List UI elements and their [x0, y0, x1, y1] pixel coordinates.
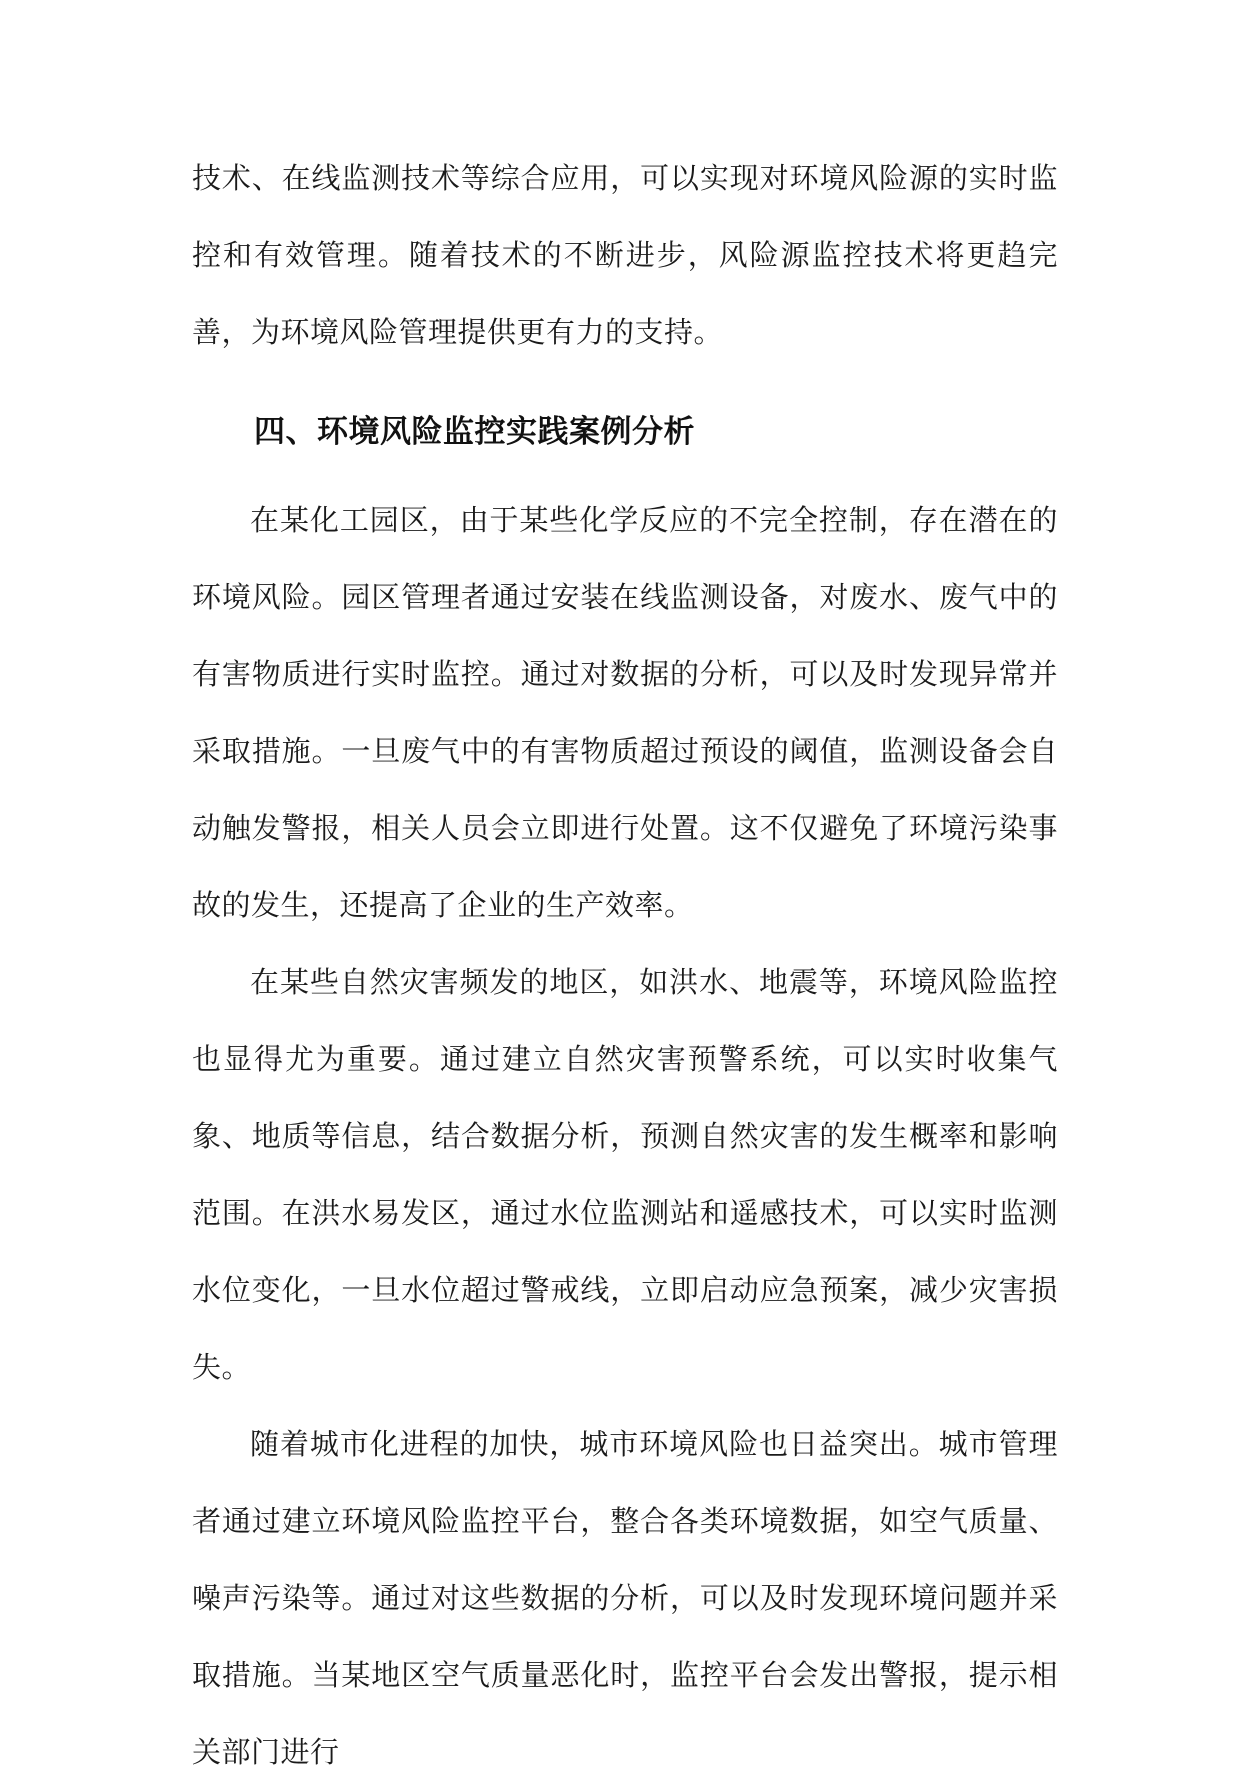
section-heading: 四、环境风险监控实践案例分析 [254, 414, 695, 450]
paragraph-chemical-park: 在某化工园区，由于某些化学反应的不完全控制，存在潜在的环境风险。园区管理者通过安装在线监测设备，对废水、废气中的有害物质进行实时监控。通过对数据的分析，可以及时发现异常并采取措施。一旦废气中的有害物质超过预设的阈值，监测设备会自动触发警报，相关人员会立即进行处置。这不仅避免了环境污染事故的发生，还提高了企业的生产效率。 [192, 503, 1058, 922]
paragraph-urban-risk: 随着城市化进程的加快，城市环境风险也日益突出。城市管理者通过建立环境风险监控平台，整合各类环境数据，如空气质量、噪声污染等。通过对这些数据的分析，可以及时发现环境问题并采取措施。当某地区空气质量恶化时，监控平台会发出警报，提示相关部门进行 [192, 1427, 1058, 1769]
document-body [192, 140, 1058, 1791]
paragraph-natural-disaster: 在某些自然灾害频发的地区，如洪水、地震等，环境风险监控也显得尤为重要。通过建立自然灾害预警系统，可以实时收集气象、地质等信息，结合数据分析，预测自然灾害的发生概率和影响范围。在洪水易发区，通过水位监测站和遥感技术，可以实时监测水位变化，一旦水位超过警戒线，立即启动应急预案，减少灾害损失。 [192, 965, 1058, 1384]
continued-paragraph: 技术、在线监测技术等综合应用，可以实现对环境风险源的实时监控和有效管理。随着技术的不断进步，风险源监控技术将更趋完善，为环境风险管理提供更有力的支持。 [192, 161, 1058, 349]
